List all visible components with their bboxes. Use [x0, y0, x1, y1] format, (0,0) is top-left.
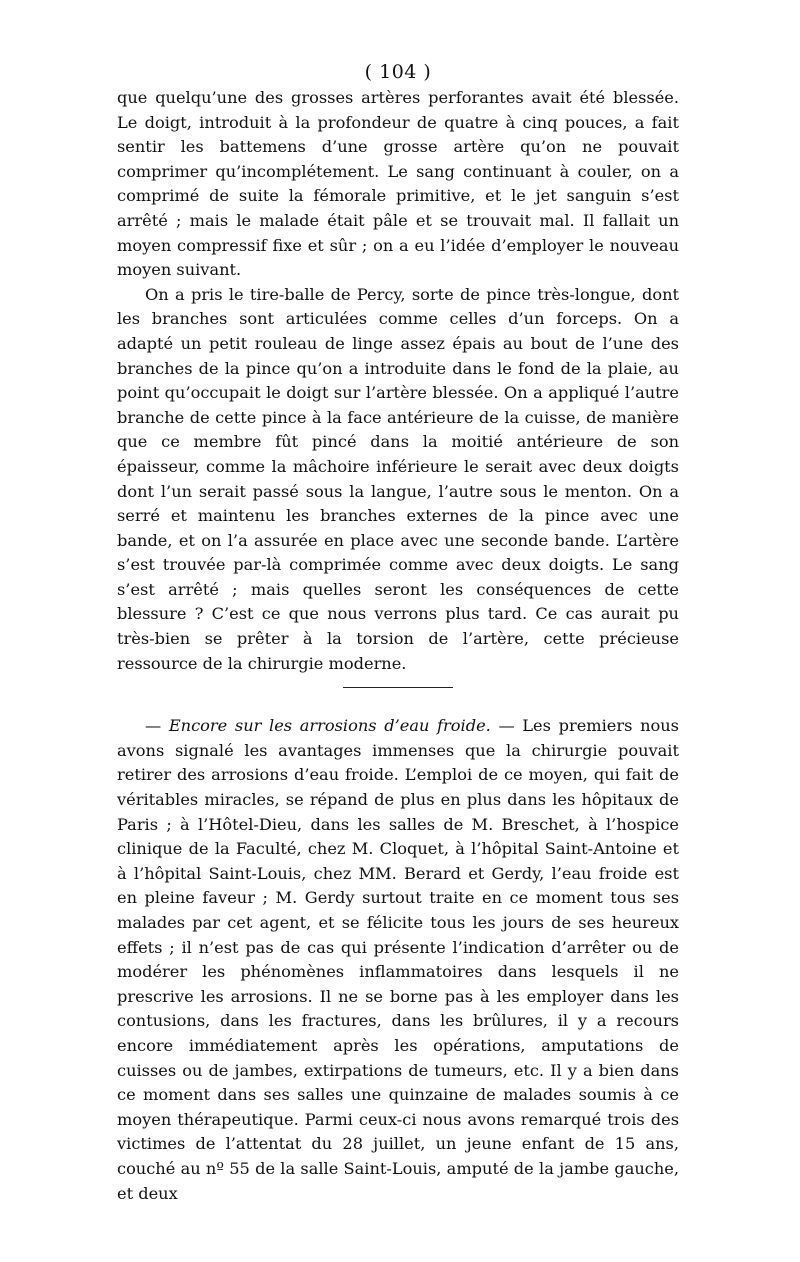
section-heading: Encore sur les arrosions d’eau froide. [168, 716, 491, 736]
page-number: ( 104 ) [364, 61, 432, 83]
document-page [117, 58, 679, 1206]
paragraph-body: — Les premiers nous avons signalé les avantages immenses que la chirurgie pouvait retirer des arrosions d’eau froide. L’emploi de ce moyen, qui fait de véritables miracles, se répand de plus en plus dans les hôpitaux de Paris ; à l’Hôtel-Dieu, dans les salles de M. Breschet, à l’hospice clinique de la Faculté, chez M. Cloquet, à l’hôpital Saint-Antoine et à l’hôpital Saint-Louis, chez MM. Berard et Gerdy, l’eau froide est en pleine faveur ; M. Gerdy surtout traite en ce moment tous ses malades par cet agent, et se félicite tous les jours de ses heureux effets ; il n’est pas de cas qui présente l’indication d’arrêter ou de modérer les phénomènes inflammatoires dans lesquels il ne prescrive les arrosions. Il ne se borne pas à les employer dans les contusions, dans les fractures, dans les brûlures, il y a recours encore immédiatement après les opérations, amputations de cuisses ou de jambes, extirpations de tumeurs, etc. Il y a bien dans ce moment dans ses salles une quinzaine de malades soumis à ce moyen thérapeutique. Parmi ceux-ci nous avons remarqué trois des victimes de l’attentat du 28 juillet, un jeune enfant de 15 ans, couché au nº 55 de la salle Saint-Louis, amputé de la jambe gauche, et deux [117, 716, 679, 1203]
paragraph-percy-forceps: On a pris le tire-balle de Percy, sorte de pince très-longue, dont les branches sont articulées comme celles d’un forceps. On a adapté un petit rouleau de linge assez épais au bout de l’une des branches de la pince qu’on a introduite dans le fond de la plaie, au point qu’occupait le doigt sur l’artère blessée. On a appliqué l’autre branche de cette pince à la face antérieure de la cuisse, de manière que ce membre fût pincé dans la moitié antérieure de son épaisseur, comme la mâchoire inférieure le serait avec deux doigts dont l’un serait passé sous la langue, l’autre sous le menton. On a serré et maintenu les branches externes de la pince avec une bande, et on l’a assurée en place avec une seconde bande. L’artère s’est trouvée par-là comprimée comme avec deux doigts. Le sang s’est arrêté ; mais quelles seront les conséquences de cette blessure ? C’est ce que nous verrons plus tard. Ce cas aurait pu très-bien se prêter à la torsion de l’artère, cette précieuse ressource de la chirurgie moderne. [117, 284, 679, 673]
paragraph-continuation: que quelqu’une des grosses artères perforantes avait été blessée. Le doigt, introduit à la profondeur de quatre à cinq pouces, a fait sentir les battemens d’une grosse artère qu’on ne pouvait comprimer qu’incomplétement. Le sang continuant à couler, on a comprimé de suite la fémorale primitive, et le jet sanguin s’est arrêté ; mais le malade était pâle et se trouvait mal. Il fallait un moyen compressif fixe et sûr ; on a eu l’idée d’employer le nouveau moyen suivant. [117, 88, 679, 280]
section-divider [343, 687, 453, 688]
paragraph-dash: — [145, 716, 169, 736]
paragraph-cold-water [117, 714, 679, 1206]
